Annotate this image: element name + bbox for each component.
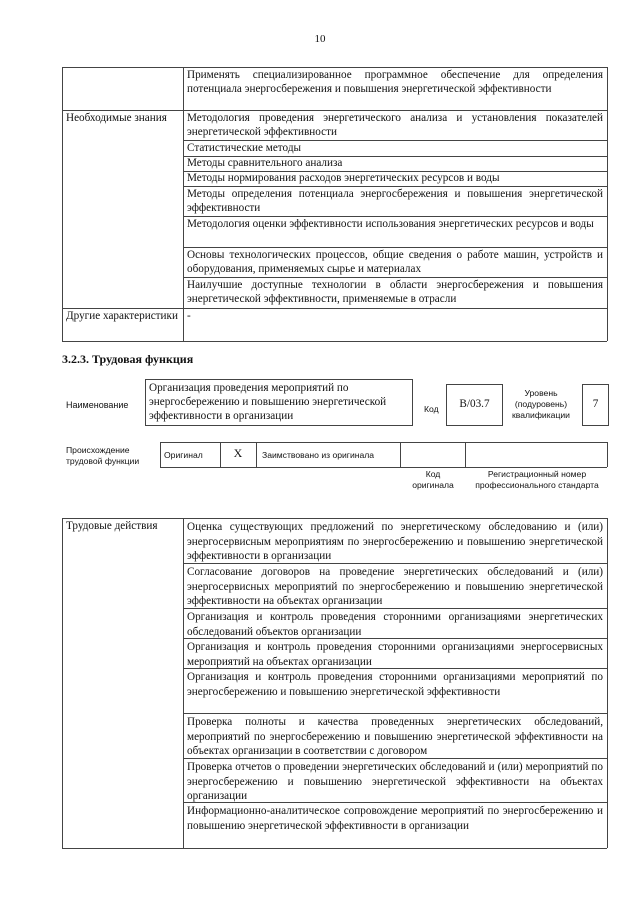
- code-original-caption: Код оригинала: [412, 469, 454, 490]
- origin-label: Происхождение трудовой функции: [66, 445, 140, 466]
- function-name: Организация проведения мероприятий по энергосбережению и повышению энергетической эффективности в организации: [149, 382, 387, 422]
- original-label: Оригинал: [164, 450, 203, 460]
- knowledge-item: Методы нормирования расходов энергетических ресурсов и воды: [187, 172, 500, 184]
- knowledge-item: Методы сравнительного анализа: [187, 157, 343, 169]
- borrowed-label: Заимствовано из оригинала: [262, 450, 375, 460]
- knowledge-label: Необходимые знания: [66, 112, 167, 124]
- labor-actions-label: Трудовые действия: [66, 520, 158, 532]
- function-code: B/03.7: [459, 398, 490, 410]
- page-number: 10: [314, 33, 326, 45]
- knowledge-item: Статистические методы: [187, 142, 302, 154]
- level-label: Уровень (подуровень) квалификации: [512, 388, 570, 420]
- registration-number-caption: Регистрационный номер профессионального стандарта: [475, 469, 599, 490]
- labor-action: Проверка полноты и качества проведенных энергетических обследований, мероприятий по энергосбережению и повышению энергетической эффективности на объектах организации в соответствии с договором: [187, 716, 603, 757]
- knowledge-item: Основы технологических процессов, общие сведения о работе машин, устройств и оборудования, применяемых сырье и материалах: [187, 249, 603, 275]
- section-title: 3.2.3. Трудовая функция: [62, 352, 194, 366]
- labor-action: Организация и контроль проведения сторонними организациями мероприятий по энергосбережению и повышению энергетической эффективности: [187, 671, 603, 698]
- code-label: Код: [424, 404, 439, 414]
- knowledge-item: Методы определения потенциала энергосбережения и повышения энергетической эффективности: [187, 188, 603, 214]
- labor-action: Организация и контроль проведения сторонними организациями энергетических обследований объектов организации: [187, 611, 603, 638]
- labor-action: Проверка отчетов о проведении энергетических обследований и (или) мероприятий по энергосбережению и повышению энергетической эффективности на объектах организации: [187, 761, 603, 802]
- labor-action: Согласование договоров на проведение энергетических обследований и (или) энергосервисных мероприятий по энергосбережению и повышению энергетической эффективности на объектах организации: [187, 566, 603, 607]
- knowledge-item: Наилучшие доступные технологии в области энергосбережения и повышения энергетической эффективности, применяемые в отрасли: [187, 279, 603, 305]
- labor-action: Организация и контроль проведения сторонними организациями энергосервисных мероприятий на объектах организации: [187, 641, 603, 668]
- original-mark: X: [233, 446, 243, 460]
- qualification-level: 7: [592, 398, 599, 410]
- other-characteristics-label: Другие характеристики: [66, 310, 178, 322]
- labor-action: Оценка существующих предложений по энергетическому обследованию и (или) энергосервисным мероприятиям по энергосбережению и повышению энергетической эффективности в организации: [187, 521, 603, 562]
- name-label: Наименование: [66, 400, 129, 410]
- labor-action: Информационно-аналитическое сопровождение мероприятий по энергосбережению и повышению энергетической эффективности в организации: [187, 805, 603, 832]
- other-characteristics-value: -: [187, 310, 191, 322]
- knowledge-item: Методология оценки эффективности использования энергетических ресурсов и воды: [187, 218, 594, 230]
- knowledge-item: Методология проведения энергетического анализа и установления показателей энергетической эффективности: [187, 112, 603, 138]
- skill-text: Применять специализированное программное обеспечение для определения потенциала энергосбережения и повышения энергетической эффективности: [187, 69, 603, 95]
